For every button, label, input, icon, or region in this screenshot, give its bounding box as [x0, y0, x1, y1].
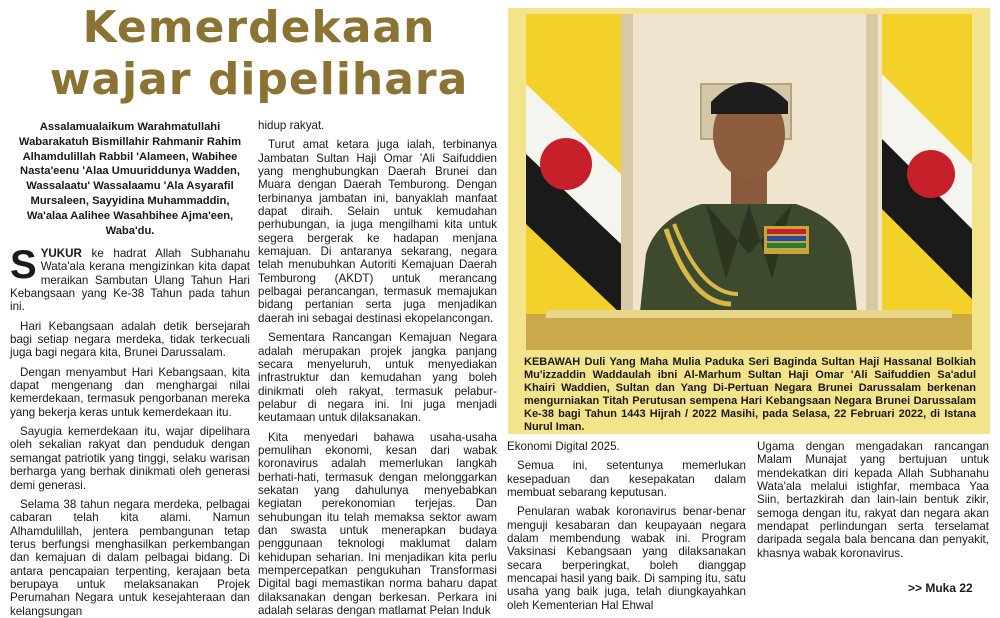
salutation: Assalamualaikum Warahmatullahi Wabarakatuh Bismillahir Rahmanir Rahim Alhamdulillah Rabbil 'Alameen, Wabihee Nasta'eenu 'Alaa Umuuriddunya Wadden, Wassalaatu' Wassalaamu 'Ala Asyarafil Mursaleen, Sayyidina Muhammaddin, Wa'alaa Aalihee Wasahbihee Ajma'een, Waba'du. [18, 121, 242, 237]
headline: Kemerdekaan wajar dipelihara [49, 2, 469, 105]
photo-illustration [526, 14, 972, 350]
article-column-4 [757, 440, 989, 580]
continuation-link[interactable]: >> Muka 22 [908, 581, 973, 595]
article-column-2 [258, 119, 497, 618]
photo-box [508, 8, 990, 434]
paragraph: Ugama dengan mengadakan rancangan Malam Munajat yang bertujuan untuk mendekatkan diri kepada Allah Subhanahu Wata'ala melalui istighfar, membaca Yaa Siin, bertazkirah dan lain-lain bentuk zikir, semoga dengan itu, rakyat dan negara akan mendapat perlindungan serta terselamat daripada segala bala bencana dan penyakit, khasnya wabak koronavirus. [757, 440, 989, 560]
paragraph: Hari Kebangsaan adalah detik bersejarah bagi setiap negara merdeka, tidak terkecuali juga bagi negara kita, Brunei Darussalam. [10, 319, 250, 360]
lead-word: YUKUR [40, 247, 82, 260]
article-column-1 [10, 243, 250, 618]
drop-cap: S [10, 243, 37, 287]
paragraph: Sementara Rancangan Kemajuan Negara adalah merupakan projek jangka panjang secara menyeluruh, untuk menyediakan infrastruktur dan kemudahan yang boleh dinikmati oleh rakyat, termasuk pelabur-pelabur di negara ini. Ini juga menjadi keutamaan untuk dilaksanakan. [258, 331, 497, 425]
paragraph: Turut amat ketara juga ialah, terbinanya Jambatan Sultan Haji Omar 'Ali Saifuddien yang menghubungkan Daerah Brunei dan Muara dengan Daerah Temburong. Dengan terbinanya jambatan ini, banyaklah manfaat dapat diraih. Selain untuk kemudahan perhubungan, ia juga mengilhami kita untuk segera bergerak ke hadapan menjana kemajuan. Di antaranya sekarang, negara telah menubuhkan Autoriti Kemajuan Daerah Temburong (AKDT) untuk merancang pelbagai perancangan, termasuk memajukan bidang pertanian serta juga menjadikan daerah ini sebagai destinasi ekopelancongan. [258, 138, 497, 325]
paragraph: Semua ini, setentunya memerlukan kesepaduan dan kesepakatan dalam membuat sebarang keputusan. [507, 459, 746, 500]
paragraph: hidup rakyat. [258, 119, 325, 132]
paragraph: Penularan wabak koronavirus benar-benar menguji kesabaran dan keupayaan negara dalam membendung wabak ini. Program Vaksinasi Kebangsaan yang dilaksanakan secara berperingkat, boleh dianggap mencapai hasil yang baik. Di samping itu, satu usaha yang baik juga, telah diungkayahkan oleh Kementerian Hal Ehwal [507, 505, 746, 612]
opening-paragraph [10, 243, 250, 314]
sultan-photo [526, 14, 972, 350]
paragraph: Sayugia kemerdekaan itu, wajar dipelihara oleh sekalian rakyat dan penduduk dengan semangat patriotik yang tinggi, selaku warisan berharga yang berhak dinikmati oleh generasi demi generasi. [10, 425, 250, 492]
article-column-3 [507, 440, 746, 612]
photo-caption: KEBAWAH Duli Yang Maha Mulia Paduka Seri Baginda Sultan Haji Hassanal Bolkiah Mu'izzaddin Waddaulah ibni Al-Marhum Sultan Haji Omar 'Ali Saifuddien Sa'adul Khairi Waddien, Sultan dan Yang Di-Pertuan Negara Brunei Darussalam berkenan mengurniakan Titah Perutusan sempena Hari Kebangsaan Negara Brunei Darussalam Ke-38 bagi Tahun 1443 Hijrah / 2022 Masihi, pada Selasa, 22 Februari 2022, di Istana Nurul Iman. [524, 356, 976, 433]
paragraph: Kita menyedari bahawa usaha-usaha pemulihan ekonomi, kesan dari wabak koronavirus adalah memerlukan langkah berhati-hati, termasuk dengan melonggarkan sekatan yang dahulunya menyebabkan kegiatan perekonomian terjejas. Dan sehubungan itu telah memaksa sektor awam dan swasta untuk menerapkan budaya penggunaan teknologi maklumat dalam kehidupan seharian. Ini menjadikan kita perlu mempercepatkan pengukuhan Transformasi Digital bagi memastikan norma baharu dapat dilaksanakan dengan berkesan. Perkara ini adalah selaras dengan matlamat Pelan Induk [258, 430, 497, 618]
paragraph: Selama 38 tahun negara merdeka, pelbagai cabaran telah kita alami. Namun Alhamdulillah, jentera pembangunan tetap terus berfungsi menghasilkan perkembangan dan kemajuan di dalam pelbagai bidang. Di antara pencapaian terpenting, kerajaan beta berupaya untuk melaksanakan Projek Perumahan Negara untuk kesejahteraan dan kelangsungan [10, 497, 250, 618]
paragraph: Ekonomi Digital 2025. [507, 440, 620, 453]
paragraph: Dengan menyambut Hari Kebangsaan, kita dapat mengenang dan menghargai nilai kemerdekaan, termasuk pengorbanan mereka yang bekerja keras untuk kemerdekaan itu. [10, 365, 250, 419]
opening-text: ke hadrat Allah Subhanahu Wata'ala kerana mengizinkan kita dapat meraikan Sambutan Ulang Tahun Hari Kebangsaan yang Ke-38 Tahun pada tahun ini. [10, 247, 250, 314]
